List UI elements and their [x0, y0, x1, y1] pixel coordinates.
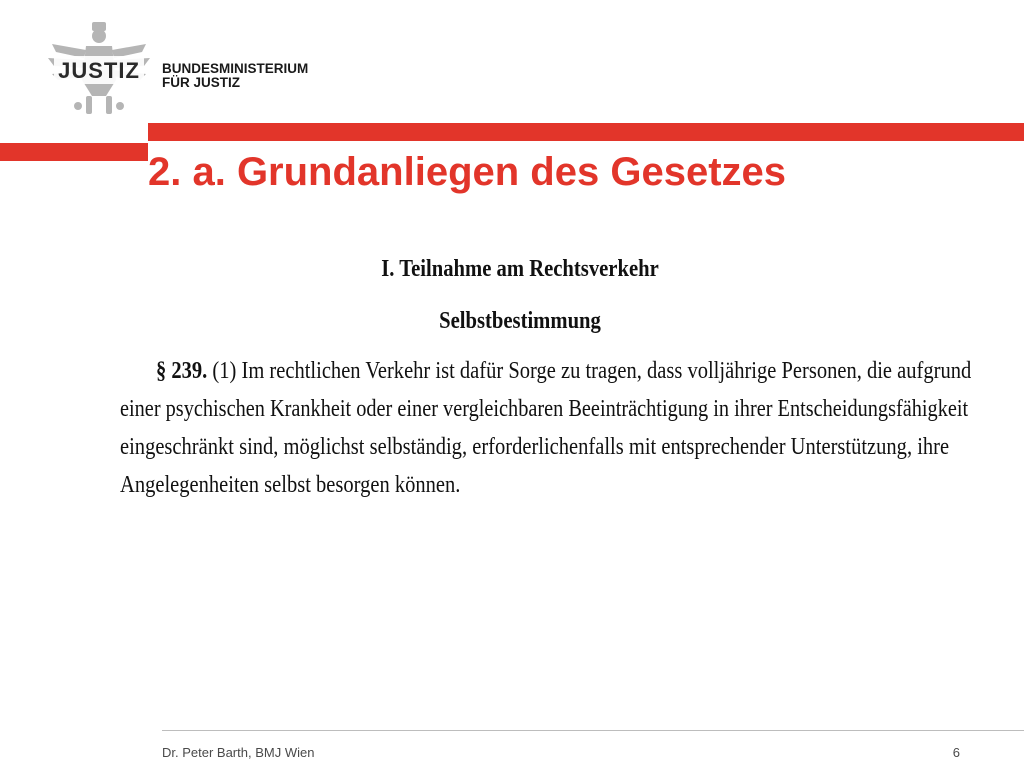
accent-bar-top — [148, 123, 1024, 141]
section-label: § 239. — [156, 358, 208, 384]
law-subheading: Selbstbestimmung — [439, 308, 601, 334]
law-heading: I. Teilnahme am Rechtsverkehr — [381, 256, 659, 282]
accent-bar-left — [0, 143, 148, 161]
justiz-logo — [46, 20, 152, 118]
law-text-line: eingeschränkt sind, möglichst selbständig, erforderlichenfalls mit entsprechender Unterstützung, ihre — [120, 434, 950, 460]
law-text-line: einer psychischen Krankheit oder einer vergleichbaren Beeinträchtigung in ihrer Entscheidungsfähigkeit — [120, 396, 969, 422]
law-text-line — [156, 357, 971, 385]
law-text-line: Angelegenheiten selbst besorgen können. — [120, 472, 461, 498]
footer-author: Dr. Peter Barth, BMJ Wien — [162, 745, 315, 760]
ministry-name — [162, 62, 308, 90]
justiz-wordmark: JUSTIZ — [58, 58, 140, 83]
ministry-line-1: BUNDESMINISTERIUM — [162, 61, 309, 76]
law-text-fragment: (1) Im rechtlichen Verkehr ist dafür Sorge zu tragen, dass volljährige Personen, die aufgrund — [207, 358, 972, 384]
ministry-line-2: FÜR JUSTIZ — [162, 75, 241, 90]
page-number: 6 — [952, 745, 960, 760]
slide-title: 2. a. Grundanliegen des Gesetzes — [148, 150, 787, 194]
footer-divider — [162, 730, 1024, 731]
